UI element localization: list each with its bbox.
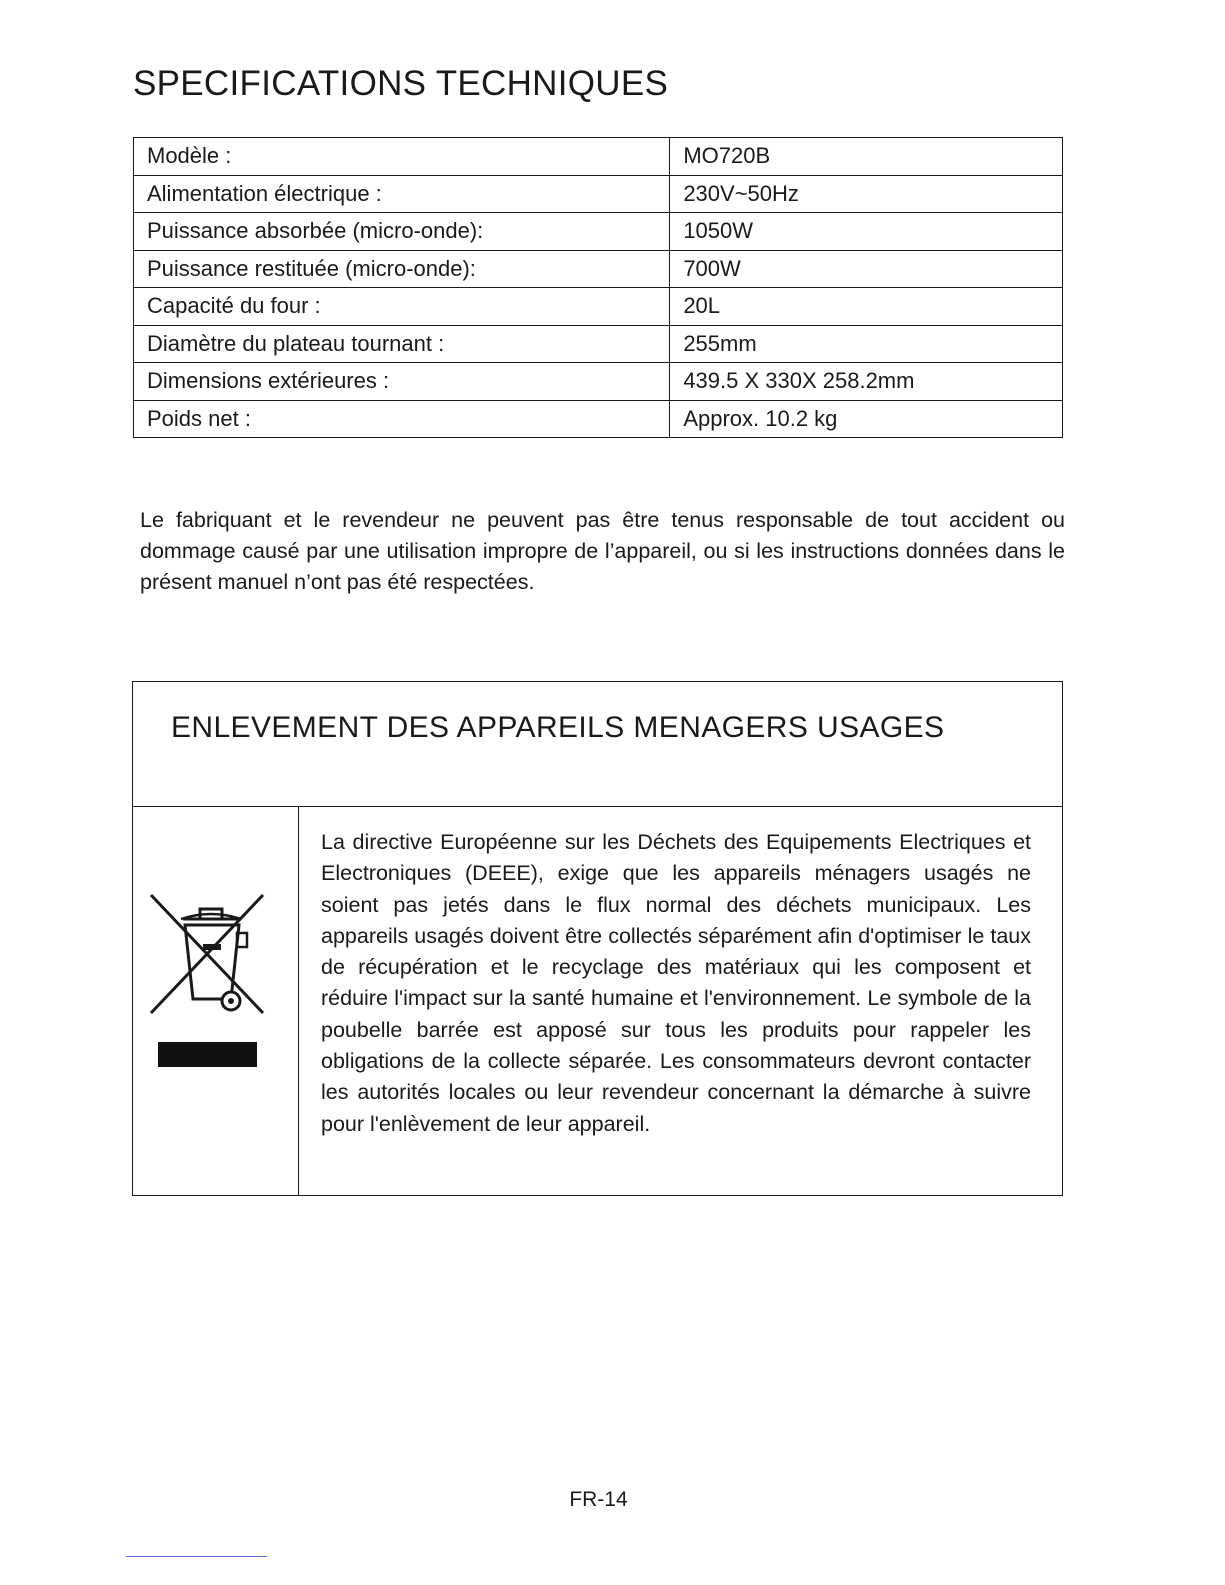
spec-label: Diamètre du plateau tournant : [134, 325, 670, 363]
spec-label: Poids net : [134, 400, 670, 438]
spec-value: 439.5 X 330X 258.2mm [670, 363, 1063, 401]
footer-rule [126, 1556, 267, 1557]
table-row [134, 138, 1063, 176]
disposal-notice-box [132, 681, 1063, 1196]
spec-label: Modèle : [134, 138, 670, 176]
spec-value: 20L [670, 288, 1063, 326]
disposal-paragraph: La directive Européenne sur les Déchets des Equipements Electriques et Electroniques (DEEE), exige que les appareils ménagers usagés ne soient pas jetés dans le flux normal des déchets municipaux. Les appareils usagés doivent être collectés séparément afin d'optimiser le taux de récupération et le recyclage des matériaux qui les composent et réduire l'impact sur la santé humaine et l'environnement. Le symbole de la poubelle barrée est apposé sur tous les produits pour rappeler les obligations de la collecte séparée. Les consommateurs devront contacter les autorités locales ou leur revendeur concernant la démarche à suivre pour l'enlèvement de leur appareil. [321, 830, 1031, 1136]
spec-label: Alimentation électrique : [134, 175, 670, 213]
table-row [134, 213, 1063, 251]
table-row [134, 250, 1063, 288]
disposal-title: ENLEVEMENT DES APPAREILS MENAGERS USAGES [171, 711, 945, 744]
page-number: FR-14 [569, 1488, 628, 1511]
weee-black-bar [158, 1042, 257, 1067]
spec-label: Puissance absorbée (micro-onde): [134, 213, 670, 251]
spec-value: 255mm [670, 325, 1063, 363]
table-row [134, 400, 1063, 438]
spec-label: Puissance restituée (micro-onde): [134, 250, 670, 288]
page-title: SPECIFICATIONS TECHNIQUES [133, 64, 669, 103]
table-row [134, 363, 1063, 401]
spec-value: MO720B [670, 138, 1063, 176]
spec-label: Dimensions extérieures : [134, 363, 670, 401]
disposal-header [133, 682, 1062, 807]
spec-value: Approx. 10.2 kg [670, 400, 1063, 438]
spec-value: 1050W [670, 213, 1063, 251]
weee-icon-cell [133, 807, 299, 1195]
table-row [134, 175, 1063, 213]
specifications-table [133, 137, 1063, 438]
table-row [134, 325, 1063, 363]
disclaimer-paragraph: Le fabriquant et le revendeur ne peuvent pas être tenus responsable de tout accident ou dommage causé par une utilisation impropre de l’appareil, ou si les instructions données dans le présent manuel n’ont pas été respectées. [140, 508, 1065, 594]
crossed-out-wheelie-bin-icon [145, 889, 269, 1019]
spec-value: 230V~50Hz [670, 175, 1063, 213]
table-row [134, 288, 1063, 326]
spec-label: Capacité du four : [134, 288, 670, 326]
spec-value: 700W [670, 250, 1063, 288]
